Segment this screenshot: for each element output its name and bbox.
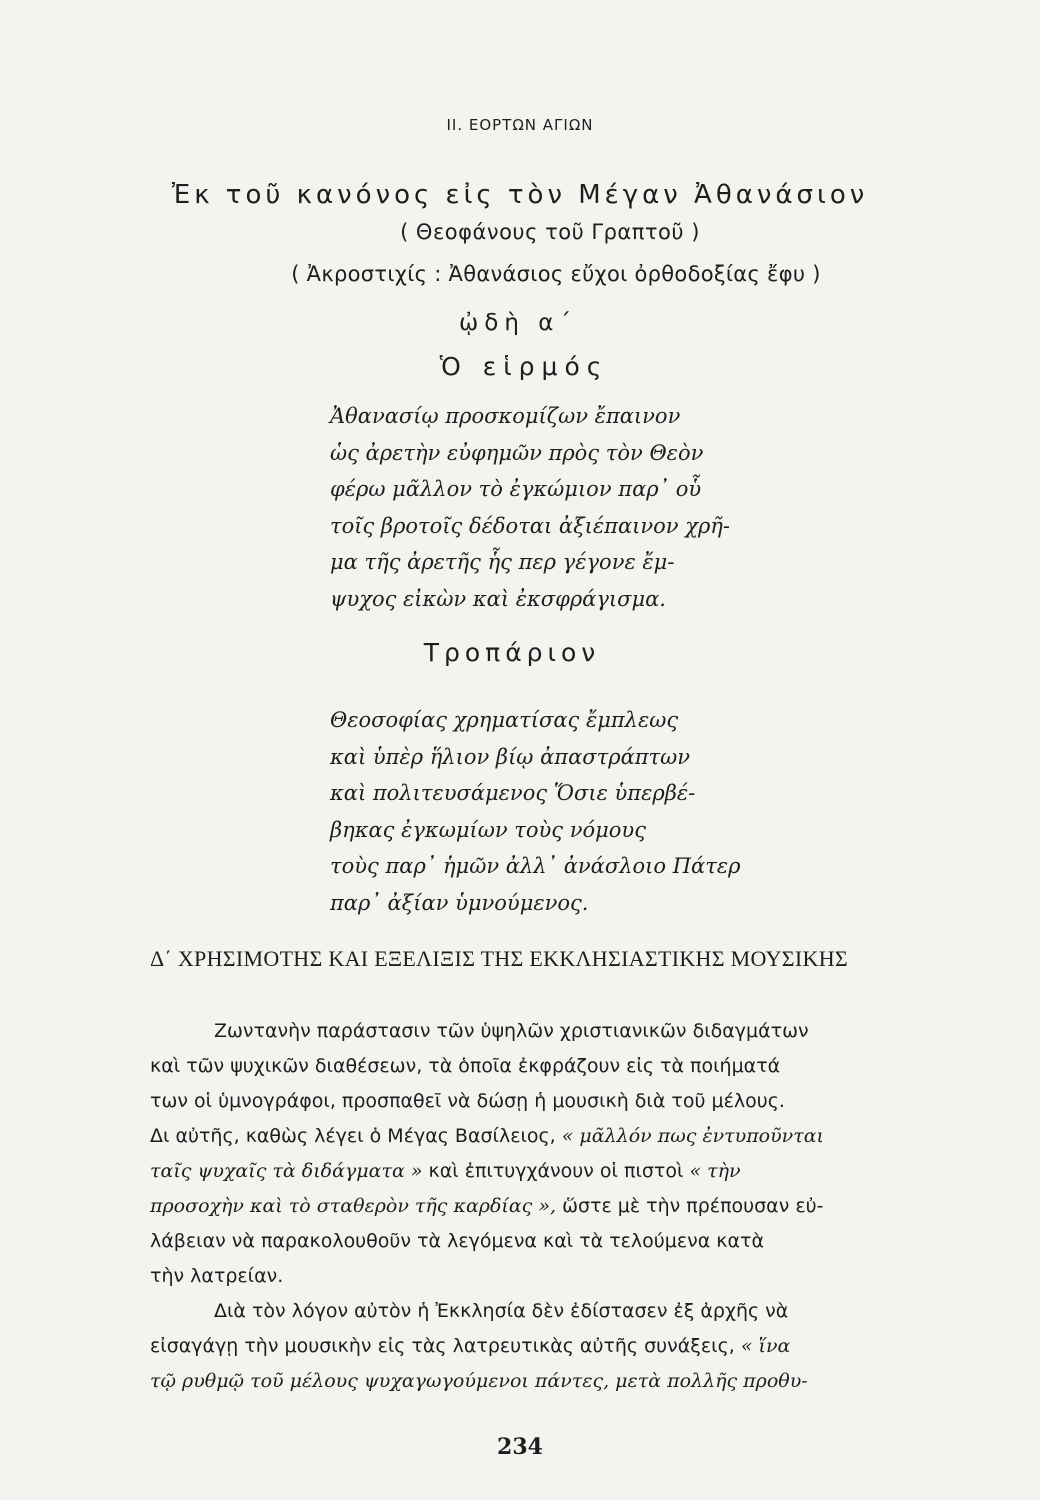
text-line: καὶ τῶν ψυχικῶν διαθέσεων, τὰ ὁποῖα ἐκφράζουν εἰς τὰ ποιήματά (150, 1055, 781, 1077)
text-line (150, 1154, 1020, 1189)
quote-span: « μᾶλλόν πως ἐντυποῦνται (561, 1125, 825, 1147)
troparion-text (330, 702, 740, 921)
heirmos-label: Ὁ εἱρμός (439, 352, 609, 381)
poem-line: ὡς ἀρετὴν εὐφημῶν πρὸς τὸν Θεὸν (330, 440, 704, 465)
text-line: τῷ ρυθμῷ τοῦ μέλους ψυχαγωγούμενοι πάντες, μετὰ πολλῆς προθυ- (150, 1370, 808, 1392)
text-line (150, 1329, 1020, 1364)
text-line: Ζωντανὴν παράστασιν τῶν ὑψηλῶν χριστιανικῶν διδαγμάτων (214, 1020, 809, 1042)
text-line (150, 1189, 1020, 1224)
quote-span: « ἵνα (740, 1335, 791, 1357)
running-header: ΙΙ. ΕΟΡΤΩΝ ΑΓΙΩΝ (446, 116, 594, 134)
poem-line: Θεοσοφίας χρηματίσας ἔμπλεως (330, 708, 679, 732)
quote-span: προσοχὴν καὶ τὸ σταθερὸν τῆς καρδίας », (150, 1195, 557, 1217)
canon-title: Ἐκ τοῦ κανόνος εἰς τὸν Μέγαν Ἀθανάσιον (171, 180, 869, 210)
poem-line: μα τῆς ἀρετῆς ἧς περ γέγονε ἔμ- (330, 550, 675, 574)
poem-line: τοὺς παρ᾽ ἡμῶν ἀλλ᾽ ἀνάσλοιο Πάτερ (330, 854, 741, 878)
quote-span: ταῖς ψυχαῖς τὰ διδάγματα » (150, 1160, 423, 1182)
text-span: ὥστε μὲ τὴν πρέπουσαν εὐ- (562, 1195, 824, 1217)
canon-acrostic: ( Ἀκροστιχίς : Ἀθανάσιος εὔχοι ὀρθοδοξίας ἔφυ ) (291, 262, 821, 286)
poem-line: καὶ ὑπὲρ ἥλιον βίῳ ἀπαστράπτων (330, 744, 691, 769)
canon-author: ( Θεοφάνους τοῦ Γραπτοῦ ) (400, 220, 700, 244)
ode-label: ᾠδὴ α΄ (459, 310, 577, 336)
text-line: των οἱ ὑμνογράφοι, προσπαθεῖ νὰ δώσῃ ἡ μουσικὴ διὰ τοῦ μέλους. (150, 1090, 785, 1112)
poem-line: καὶ πολιτευσάμενος Ὅσιε ὑπερβέ- (330, 781, 696, 805)
page-number: 234 (497, 1434, 543, 1460)
poem-line: φέρω μᾶλλον τὸ ἐγκώμιον παρ᾽ οὗ (330, 477, 702, 501)
paragraph-2 (150, 1294, 1020, 1399)
poem-line: Ἀθανασίῳ προσκομίζων ἔπαινον (330, 404, 681, 428)
troparion-label: Τροπάριον (423, 638, 601, 667)
text-line (150, 1119, 1020, 1154)
text-span: καὶ ἐπιτυγχάνουν οἱ πιστοὶ (428, 1160, 684, 1182)
text-line: λάβειαν νὰ παρακολουθοῦν τὰ λεγόμενα καὶ τὰ τελούμενα κατὰ (150, 1230, 764, 1252)
section-heading: Δ΄ ΧΡΗΣΙΜΟΤΗΣ ΚΑΙ ΕΞΕΛΙΞΙΣ ΤΗΣ ΕΚΚΛΗΣΙΑΣΤΙΚΗΣ ΜΟΥΣΙΚΗΣ (150, 946, 848, 971)
text-span: εἰσαγάγῃ τὴν μουσικὴν εἰς τὰς λατρευτικὰς αὐτῆς συνάξεις, (150, 1335, 735, 1357)
text-span: Δι αὐτῆς, καθὼς λέγει ὁ Μέγας Βασίλειος, (150, 1125, 556, 1147)
poem-line: παρ᾽ ἀξίαν ὑμνούμενος. (330, 890, 589, 915)
quote-span: « τὴν (689, 1160, 741, 1182)
text-line: Διὰ τὸν λόγον αὐτὸν ἡ Ἐκκλησία δὲν ἐδίστασεν ἐξ ἀρχῆς νὰ (214, 1300, 789, 1322)
poem-line: ψυχος εἰκὼν καὶ ἐκσφράγισμα. (330, 586, 666, 611)
heirmos-text (330, 398, 730, 617)
poem-line: τοῖς βροτοῖς δέδοται ἀξιέπαινον χρῆ- (330, 513, 730, 538)
paragraph-1 (150, 1014, 1020, 1294)
poem-line: βηκας ἐγκωμίων τοὺς νόμους (330, 817, 646, 842)
text-line: τὴν λατρείαν. (150, 1265, 284, 1287)
